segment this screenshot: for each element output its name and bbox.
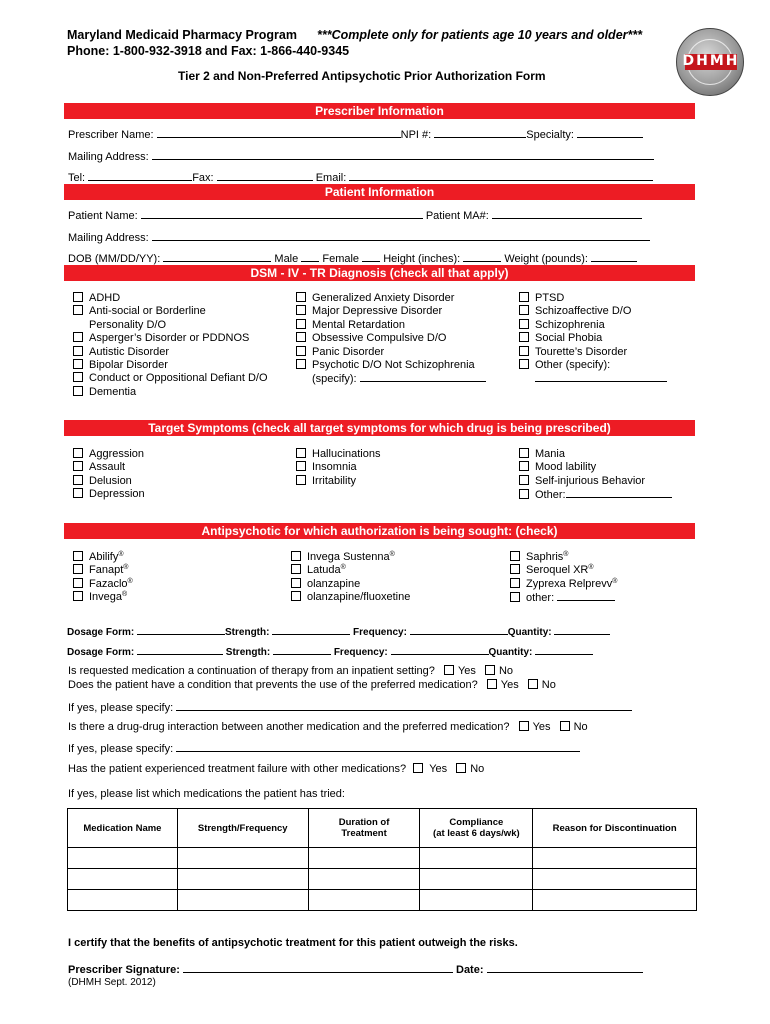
symptoms-col-3 [519,448,672,502]
checkbox[interactable] [73,305,83,315]
dx-other[interactable] [519,359,667,372]
checkbox[interactable] [73,564,83,574]
frequency-label: Frequency: [353,627,407,638]
table-cell[interactable] [68,848,178,869]
checkbox[interactable] [296,346,306,356]
checkbox[interactable] [296,448,306,458]
dhmh-logo [676,28,744,96]
checkbox[interactable] [510,578,520,588]
dx-ocd[interactable] [296,332,486,345]
height-field[interactable] [463,252,501,262]
checkbox[interactable] [73,386,83,396]
drug-other[interactable] [510,591,617,604]
checkbox[interactable] [296,292,306,302]
patient-ma-label: Patient MA#: [425,210,489,222]
duration-line-2: Treatment [341,828,387,839]
checkbox[interactable] [291,564,301,574]
dx-asperger[interactable] [73,332,268,345]
dx-dementia[interactable] [73,386,268,399]
dosage-row-1 [67,625,610,638]
table-header-row [68,809,697,848]
sx-label: Insomnia [312,461,357,474]
program-name: Maryland Medicaid Pharmacy Program [67,28,297,42]
table-cell[interactable] [533,890,697,911]
date-label: Date: [456,964,484,976]
prescriber-name-label: Prescriber Name: [68,129,154,141]
checkbox[interactable] [296,319,306,329]
checkbox[interactable] [519,305,529,315]
dx-label: PTSD [535,292,565,304]
dob-label: DOB (MM/DD/YY): [68,253,161,265]
patient-name-field[interactable] [141,209,423,219]
drug-label: olanzapine [307,577,361,590]
drug-fanapt[interactable] [73,564,133,577]
dx-label: Mental Retardation [312,318,405,331]
sx-label: Assault [89,461,126,474]
frequency-label: Frequency: [333,647,388,658]
checkbox[interactable] [519,489,529,499]
drug-label: Seroquel XR [526,564,589,577]
patient-mailing-row [68,231,650,244]
registered-mark: ® [340,564,346,572]
email-label: Email: [315,172,347,184]
dx-label: Social Phobia [535,332,603,345]
sx-mood-lability[interactable] [519,461,672,474]
drug-invega-sustenna[interactable] [291,551,410,564]
drug-invega[interactable] [73,591,133,604]
question-text: Is there a drug-drug interaction between another medication and the preferred medication? [68,721,510,733]
specify-label: (specify): [312,373,357,386]
drug-saphris[interactable] [510,551,617,564]
patient-name-label: Patient Name: [68,210,138,222]
sx-hallucinations[interactable] [296,448,380,461]
dx-adhd[interactable] [73,292,268,305]
checkbox[interactable] [510,564,520,574]
patient-section-header: Patient Information [64,184,695,200]
registered-mark: ® [563,551,569,558]
checkbox[interactable] [510,592,520,602]
sx-label: Irritability [312,474,357,487]
medications-tried-label: If yes, please list which medications the patient has tried: [68,788,345,800]
checkbox[interactable] [73,578,83,588]
dx-ptsd[interactable] [519,292,667,305]
sx-label: Delusion [89,474,132,487]
dx-psychotic[interactable] [296,359,486,372]
dx-label: Autistic Disorder [89,345,170,358]
dx-label: Schizoaffective D/O [535,305,632,318]
tel-label: Tel: [68,172,86,184]
dx-label: Other (specify): [535,358,611,371]
registered-mark: ® [127,577,133,585]
dx-antisocial-cont: Personality D/O [89,318,167,331]
table-cell[interactable] [420,869,533,890]
no-checkbox[interactable] [560,721,570,731]
fax-label: Fax: [192,172,214,184]
drug-label: olanzapine/fluoxetine [307,591,411,604]
no-checkbox[interactable] [456,763,466,773]
female-field[interactable] [362,252,380,262]
age-note: ***Complete only for patients age 10 years and older*** [317,28,643,42]
dx-other-line [519,372,667,385]
dx-antisocial[interactable] [73,305,268,318]
table-cell[interactable] [533,869,697,890]
checkbox[interactable] [296,359,306,369]
no-label: No [541,679,556,691]
signature-row [68,963,643,976]
checkbox[interactable] [73,461,83,471]
drugs-section-header: Antipsychotic for which authorization is being sought: (check) [64,523,695,539]
no-label: No [470,763,485,775]
dx-autistic[interactable] [73,346,268,359]
checkbox[interactable] [519,448,529,458]
drug-olanzapine[interactable] [291,578,410,591]
question-text: Does the patient have a condition that prevents the use of the preferred medication? [68,679,478,691]
patient-name-row [68,209,642,222]
fax-field[interactable] [217,171,313,181]
compliance-line-1: Compliance [449,817,504,828]
dx-label: Tourette’s Disorder [535,345,628,358]
tel-field[interactable] [88,171,192,181]
sx-label: Aggression [89,448,145,460]
dx-label: Panic Disorder [312,345,385,358]
sx-label: Mania [535,448,565,460]
checkbox[interactable] [519,346,529,356]
drug-label: Zyprexa Relprevv [526,577,613,590]
col-header-medication: Medication Name [68,809,178,848]
registered-mark: ® [122,591,128,599]
dosage-form-field-2[interactable] [137,645,223,655]
sx-self-injurious[interactable] [519,475,672,488]
sx-other[interactable] [519,488,672,501]
quantity-field-2[interactable] [535,645,593,655]
patient-mailing-label: Mailing Address: [68,232,149,244]
sx-mania[interactable] [519,448,672,461]
no-checkbox[interactable] [485,665,495,675]
condition-specify-field[interactable] [176,701,632,711]
checkbox[interactable] [519,319,529,329]
checkbox[interactable] [73,372,83,382]
npi-field[interactable] [434,128,526,138]
patient-ma-field[interactable] [492,209,642,219]
checkbox[interactable] [519,292,529,302]
drug-label: Invega [89,591,123,604]
table-cell[interactable] [308,869,420,890]
frequency-field-2[interactable] [391,645,489,655]
dx-conduct[interactable] [73,372,268,385]
email-field[interactable] [349,171,653,181]
if-yes-label: If yes, please specify: [68,702,174,714]
drug-label: Invega Sustenna [307,551,390,563]
date-field[interactable] [487,963,643,973]
dx-psychotic-specify [296,372,486,385]
dx-panic[interactable] [296,346,486,359]
no-label: No [573,721,588,733]
sx-label: Hallucinations [312,448,381,460]
table-cell[interactable] [177,890,308,911]
form-title: Tier 2 and Non-Preferred Antipsychotic Prior Authorization Form [178,69,546,83]
checkbox[interactable] [73,488,83,498]
diagnosis-col-3 [519,292,667,386]
drug-label: Latuda [307,564,341,577]
sx-insomnia[interactable] [296,461,380,474]
table-row [68,890,697,911]
checkbox[interactable] [73,551,83,561]
yes-label: Yes [532,721,551,733]
question-text: Is requested medication a continuation of therapy from an inpatient setting? [68,665,435,677]
strength-label: Strength: [225,647,271,658]
checkbox[interactable] [519,475,529,485]
table-cell[interactable] [68,869,178,890]
quantity-field-1[interactable] [554,625,610,635]
if-yes-label: If yes, please specify: [68,743,174,755]
drug-zyprexa-relprevv[interactable] [510,578,617,591]
drugs-col-3 [510,551,617,605]
dx-tourette[interactable] [519,346,667,359]
table-cell[interactable] [177,869,308,890]
question-condition [68,679,556,691]
table-cell[interactable] [308,848,420,869]
col-header-compliance [420,809,533,848]
phone-fax: Phone: 1-800-932-3918 and Fax: 1-866-440-9345 [67,44,350,58]
yes-checkbox[interactable] [519,721,529,731]
quantity-label: Quantity: [507,627,552,638]
dx-label: Psychotic D/O Not Schizophrenia [312,358,475,371]
col-header-duration [308,809,420,848]
prescriber-section-header: Prescriber Information [64,103,695,119]
sx-label: Mood lability [535,461,597,474]
symptoms-col-2 [296,448,380,488]
sx-aggression[interactable] [73,448,145,461]
height-label: Height (inches): [383,253,461,265]
sx-irritability[interactable] [296,475,380,488]
dx-label: Asperger’s Disorder or PDDNOS [89,332,250,345]
duration-line-1: Duration of [338,817,390,828]
checkbox[interactable] [73,591,83,601]
male-label: Male [274,253,299,265]
yes-label: Yes [429,763,448,775]
specialty-label: Specialty: [526,129,574,141]
dx-label: Anti-social or Borderline [89,305,206,318]
dx-label: Obsessive Compulsive D/O [312,332,447,345]
drug-label: Saphris [526,551,564,563]
dx-other-field[interactable] [535,372,667,382]
strength-field-1[interactable] [272,625,350,635]
signature-label: Prescriber Signature: [68,964,180,976]
checkbox[interactable] [510,551,520,561]
weight-field[interactable] [591,252,637,262]
checkbox[interactable] [73,448,83,458]
question-text: Has the patient experienced treatment failure with other medications? [68,763,407,775]
medication-history-table [67,808,697,911]
dx-bipolar[interactable] [73,359,268,372]
question-inpatient [68,665,513,677]
sx-label: Depression [89,488,145,501]
registered-mark: ® [123,564,129,572]
weight-label: Weight (pounds): [504,253,588,265]
checkbox[interactable] [291,591,301,601]
dx-gad[interactable] [296,292,486,305]
interaction-specify-field[interactable] [176,742,580,752]
drug-label: Abilify [89,551,119,563]
drug-label: other: [526,592,555,605]
dx-label: Dementia [89,385,137,398]
dosage-form-label: Dosage Form: [67,647,135,658]
prescriber-name-field[interactable] [157,128,401,138]
patient-demographics-row [68,252,637,265]
registered-mark: ® [118,551,124,558]
prescriber-contact-row [68,171,653,184]
col-header-strength: Strength/Frequency [177,809,308,848]
dx-label: Generalized Anxiety Disorder [312,292,455,304]
dx-label: Major Depressive Disorder [312,305,443,318]
dx-schizophrenia[interactable] [519,319,667,332]
dx-social-phobia[interactable] [519,332,667,345]
registered-mark: ® [612,577,618,585]
npi-label: NPI #: [400,129,432,141]
question-interaction [68,721,588,733]
dx-mr[interactable] [296,319,486,332]
yes-checkbox[interactable] [413,763,423,773]
yes-checkbox[interactable] [444,665,454,675]
signature-field[interactable] [183,963,453,973]
diagnosis-col-2 [296,292,486,386]
dosage-form-field-1[interactable] [137,625,225,635]
sx-depression[interactable] [73,488,145,501]
checkbox[interactable] [519,461,529,471]
checkbox[interactable] [519,359,529,369]
symptoms-col-1 [73,448,145,502]
yes-label: Yes [457,665,476,677]
checkbox[interactable] [73,346,83,356]
checkbox[interactable] [291,551,301,561]
specialty-field[interactable] [577,128,643,138]
drugs-col-1 [73,551,133,605]
condition-specify-row [68,701,632,714]
yes-label: Yes [500,679,519,691]
dosage-row-2 [67,645,593,658]
registered-mark: ® [389,551,395,558]
sx-delusion[interactable] [73,475,145,488]
table-cell[interactable] [420,890,533,911]
drug-label: Fazaclo [89,577,128,590]
checkbox[interactable] [73,332,83,342]
drug-abilify[interactable] [73,551,133,564]
diagnosis-section-header: DSM - IV - TR Diagnosis (check all that apply) [64,265,695,281]
no-checkbox[interactable] [528,679,538,689]
dx-mdd[interactable] [296,305,486,318]
female-label: Female [322,253,360,265]
certification-statement: I certify that the benefits of antipsychotic treatment for this patient outweigh the risks. [68,937,518,949]
sx-other-field[interactable] [566,488,672,498]
sx-assault[interactable] [73,461,145,474]
checkbox[interactable] [73,292,83,302]
registered-mark: ® [588,564,594,572]
prescriber-mailing-row [68,150,654,163]
table-cell[interactable] [177,848,308,869]
psychotic-specify-field[interactable] [360,372,486,382]
table-row [68,848,697,869]
drug-olanzapine-fluoxetine[interactable] [291,591,410,604]
table-cell[interactable] [533,848,697,869]
patient-mailing-field[interactable] [152,231,650,241]
strength-field-2[interactable] [273,645,331,655]
checkbox[interactable] [73,359,83,369]
table-cell[interactable] [420,848,533,869]
sx-label: Self-injurious Behavior [535,474,646,487]
table-row [68,869,697,890]
dx-label: Bipolar Disorder [89,358,168,371]
drug-latuda[interactable] [291,564,410,577]
dx-label: Conduct or Oppositional Defiant D/O [89,372,268,385]
dx-schizoaffective[interactable] [519,305,667,318]
quantity-label: Quantity: [488,647,533,658]
compliance-line-2: (at least 6 days/wk) [433,828,520,839]
table-cell[interactable] [68,890,178,911]
logo-text: DHMH [682,53,740,69]
checkbox[interactable] [73,475,83,485]
symptoms-section-header: Target Symptoms (check all target symptoms for which drug is being prescribed) [64,420,695,436]
checkbox[interactable] [519,332,529,342]
col-header-reason: Reason for Discontinuation [533,809,697,848]
question-failure [68,763,484,775]
interaction-specify-row [68,742,580,755]
checkbox[interactable] [296,461,306,471]
checkbox[interactable] [296,475,306,485]
drug-seroquel-xr[interactable] [510,564,617,577]
prescriber-mailing-field[interactable] [152,150,654,160]
male-field[interactable] [301,252,319,262]
sx-label: Other: [535,489,566,502]
checkbox[interactable] [296,332,306,342]
drug-fazaclo[interactable] [73,578,133,591]
checkbox[interactable] [291,578,301,588]
table-cell[interactable] [308,890,420,911]
prescriber-name-row [68,128,643,141]
dob-field[interactable] [163,252,271,262]
dx-label: Schizophrenia [535,318,605,331]
checkbox[interactable] [296,305,306,315]
drug-label: Fanapt [89,564,124,577]
dx-label: ADHD [89,292,121,304]
no-label: No [498,665,514,677]
diagnosis-col-1 [73,292,268,399]
strength-label: Strength: [225,627,270,638]
form-version: (DHMH Sept. 2012) [68,977,156,988]
drugs-col-2 [291,551,410,605]
dosage-form-label: Dosage Form: [67,627,135,638]
yes-checkbox[interactable] [487,679,497,689]
frequency-field-1[interactable] [410,625,508,635]
prescriber-mailing-label: Mailing Address: [68,151,149,163]
drug-other-field[interactable] [557,591,615,601]
